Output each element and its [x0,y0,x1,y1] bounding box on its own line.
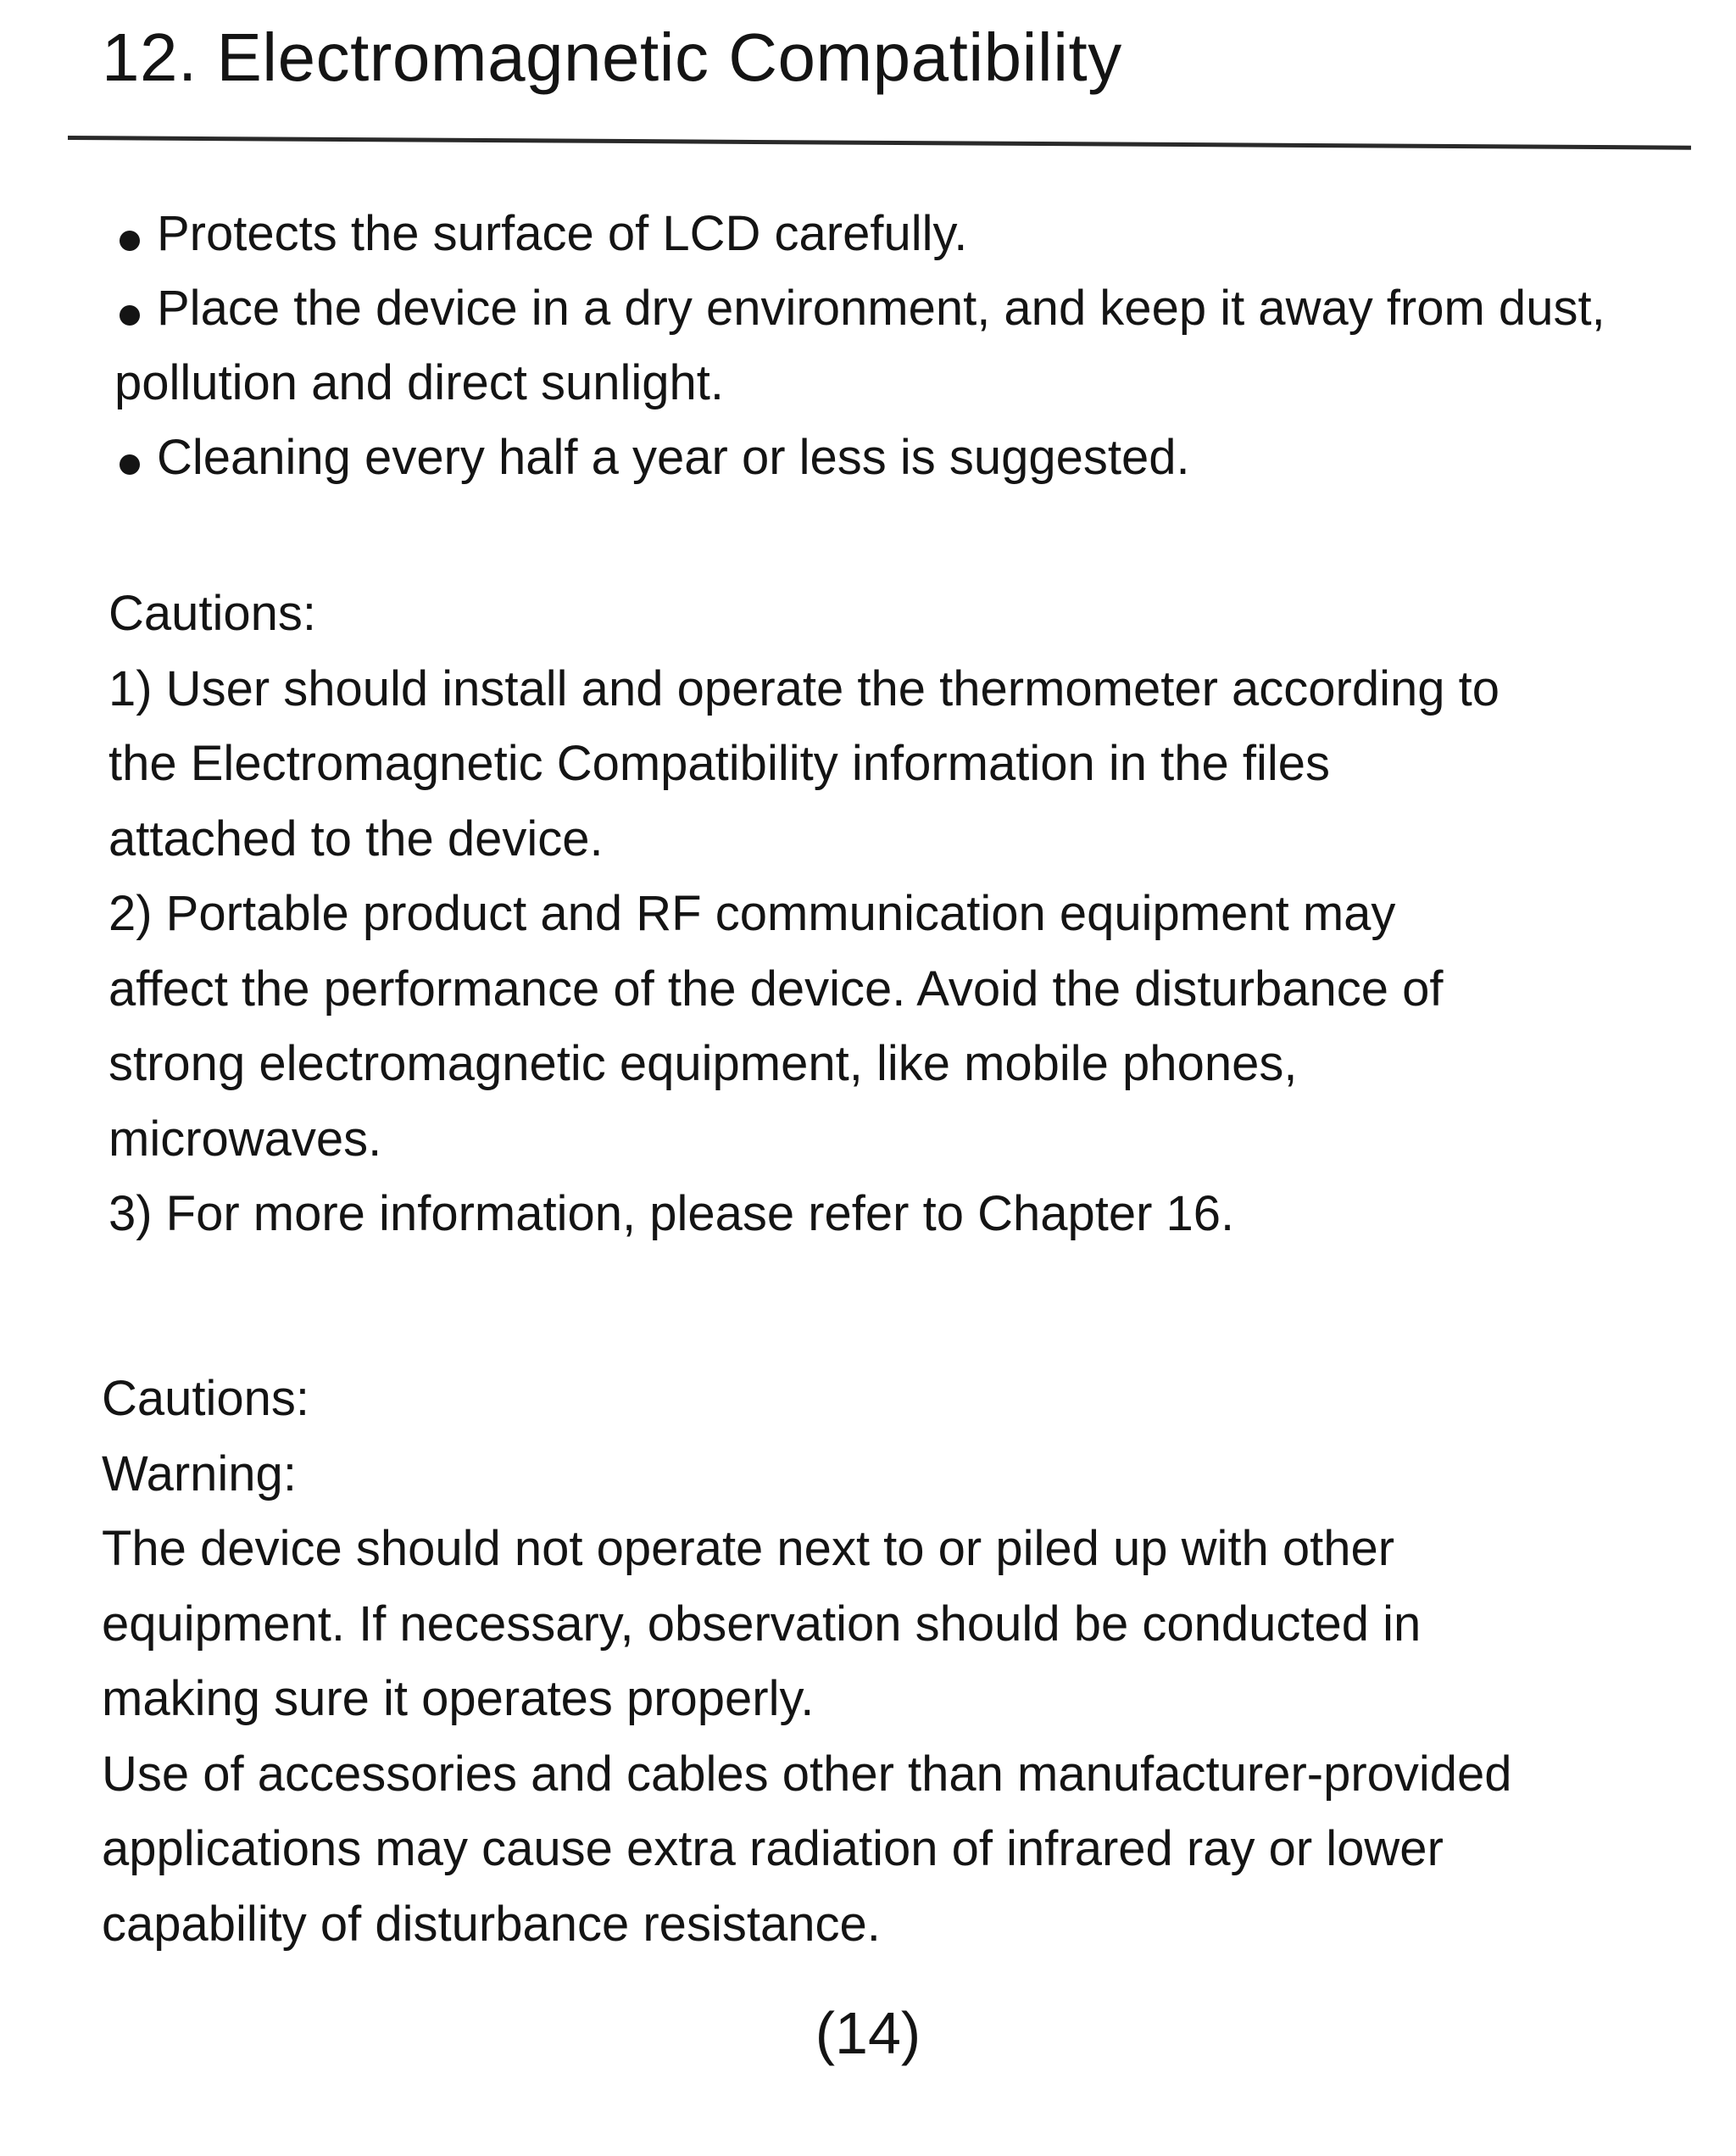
cautions-title: Cautions: [108,586,317,641]
bullet-text-continued: pollution and direct sunlight. [114,355,725,410]
cautions-line: microwaves. [108,1111,382,1167]
cautions-line: strong electromagnetic equipment, like mobile phones, [108,1036,1298,1091]
cautions-title: Cautions: [102,1371,310,1426]
warning-line: equipment. If necessary, observation should be conducted in [102,1596,1422,1652]
bullet-text: Cleaning every half a year or less is suggested. [157,430,1190,485]
warning-line: The device should not operate next to or piled up with other [102,1521,1395,1576]
bullet-item [114,421,1657,495]
cautions-line: the Electromagnetic Compatibility information in the files [108,736,1330,791]
cautions-line: 3) For more information, please refer to Chapter 16. [108,1186,1235,1241]
cautions-line: 2) Portable product and RF communication equipment may [108,886,1396,941]
page-number: (14) [815,2000,921,2066]
bullet-text: Place the device in a dry environment, and keep it away from dust, [157,281,1605,336]
bullet-item [114,271,1657,421]
cautions-section-2 [102,1362,1512,1962]
cautions-line: affect the performance of the device. Avoid the disturbance of [108,961,1444,1017]
care-bullet-list [114,197,1657,495]
heading-divider [68,136,1691,150]
section-heading: 12. Electromagnetic Compatibility [102,19,1122,95]
cautions-line: attached to the device. [108,811,604,866]
bullet-dot-icon [120,305,140,326]
cautions-section-1 [108,577,1500,1252]
warning-line: making sure it operates properly. [102,1671,815,1726]
bullet-item [114,197,1657,271]
bullet-dot-icon [120,231,140,251]
warning-line: Use of accessories and cables other than manufacturer-provided [102,1746,1512,1802]
cautions-line: 1) User should install and operate the thermometer according to [108,660,1500,716]
warning-title: Warning: [102,1446,297,1501]
warning-line: applications may cause extra radiation of infrared ray or lower [102,1821,1444,1876]
warning-line: capability of disturbance resistance. [102,1896,881,1952]
bullet-text: Protects the surface of LCD carefully. [157,206,968,261]
bullet-dot-icon [120,454,140,475]
